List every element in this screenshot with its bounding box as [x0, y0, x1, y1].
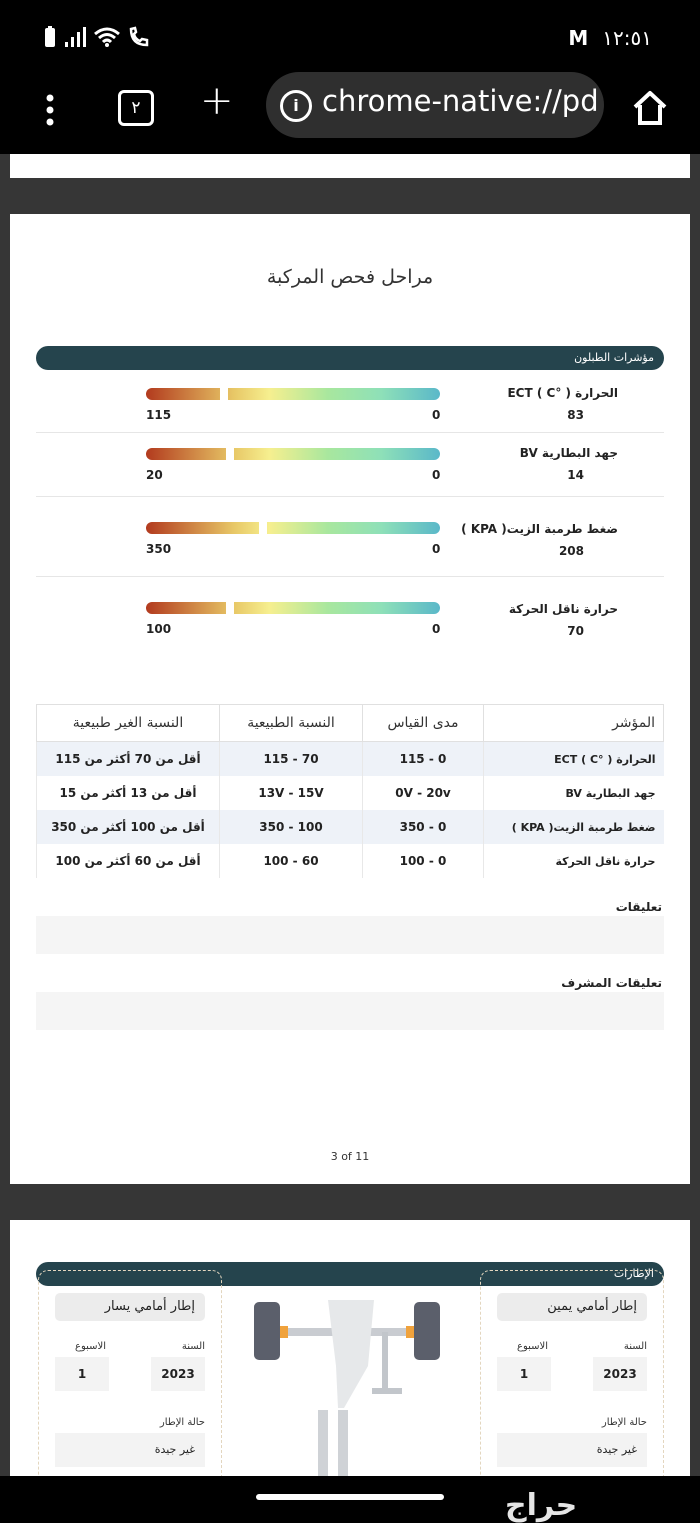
section-header-gauges — [36, 346, 664, 370]
tire-card-front-left — [38, 1270, 222, 1476]
year-value: 2023 — [151, 1357, 205, 1391]
battery-icon — [44, 26, 56, 48]
gauge-max: 100 — [146, 622, 172, 636]
previous-page-bottom — [10, 154, 690, 178]
year-label: السنة — [623, 1341, 647, 1352]
comments-box — [36, 916, 664, 954]
table-header: المؤشر — [484, 705, 664, 742]
week-value: 1 — [55, 1357, 109, 1391]
gauge-marker — [226, 448, 234, 460]
table-cell: 0 - 350 — [363, 810, 484, 844]
gauge-bar — [146, 522, 440, 534]
week-label: الاسبوع — [75, 1341, 107, 1352]
table-cell: أقل من 100 أكثر من 350 — [37, 810, 220, 844]
navigation-bar — [0, 1476, 700, 1518]
table-cell: 0 - 115 — [363, 742, 484, 777]
table-header-row — [37, 705, 664, 742]
car-axle-diagram — [246, 1290, 466, 1476]
condition-label: حالة الإطار — [601, 1417, 647, 1428]
table-cell: الحرارة ( °C ) ECT — [484, 742, 664, 777]
table-cell: 100 - 350 — [220, 810, 363, 844]
gauge-label: الحرارة ( °C ) ECT — [507, 386, 618, 400]
browser-toolbar — [0, 72, 700, 154]
gauge-ect — [36, 380, 664, 433]
gauge-bar — [146, 602, 440, 614]
table-cell: أقل من 70 أكثر من 115 — [37, 742, 220, 777]
gauge-bar — [146, 388, 440, 400]
gauge-min: 0 — [432, 408, 441, 422]
gauge-min: 0 — [432, 542, 441, 556]
table-header: مدى القياس — [363, 705, 484, 742]
comments-label: تعليقات — [615, 900, 662, 914]
table-cell: 13V - 15V — [220, 776, 363, 810]
gauge-min: 0 — [432, 622, 441, 636]
home-icon[interactable] — [630, 88, 670, 128]
gauge-label: حرارة ناقل الحركة — [508, 602, 618, 616]
reference-table — [36, 704, 664, 878]
table-cell: 70 - 115 — [220, 742, 363, 777]
status-bar — [0, 0, 700, 72]
status-right — [568, 26, 652, 50]
table-row — [37, 810, 664, 844]
gauge-marker — [259, 522, 267, 534]
section-header-label: مؤشرات الطبلون — [574, 351, 654, 364]
page-title: مراحل فحص المركبة — [266, 266, 434, 288]
table-cell: 0V - 20v — [363, 776, 484, 810]
week-label: الاسبوع — [517, 1341, 549, 1352]
gauge-marker — [220, 388, 228, 400]
gauge-bar — [146, 448, 440, 460]
url-text[interactable]: chrome-native://pd — [322, 84, 599, 118]
condition-value: غير جيدة — [55, 1433, 205, 1467]
gauge-battery — [36, 440, 664, 497]
gauge-value: 70 — [567, 624, 584, 638]
signal-icon — [64, 27, 86, 47]
table-cell: أقل من 13 أكثر من 15 — [37, 776, 220, 810]
wifi-icon — [94, 27, 120, 47]
table-cell: أقل من 60 أكثر من 100 — [37, 844, 220, 878]
table-cell: جهد البطارية BV — [484, 776, 664, 810]
supervisor-comments-label: تعليقات المشرف — [561, 976, 662, 990]
table-cell: ضغط طرمبة الزيت( KPA ) — [484, 810, 664, 844]
table-header: النسبة الطبيعية — [220, 705, 363, 742]
table-cell: 0 - 100 — [363, 844, 484, 878]
pdf-viewer[interactable] — [0, 154, 700, 1476]
tire-card-front-right — [480, 1270, 664, 1476]
page-number: 3 of 11 — [330, 1150, 370, 1163]
gauge-max: 115 — [146, 408, 172, 422]
address-bar[interactable] — [266, 72, 604, 138]
info-icon[interactable]: i — [280, 90, 312, 122]
gauge-value: 14 — [567, 468, 584, 482]
new-tab-button[interactable]: + — [200, 78, 234, 124]
gauge-min: 0 — [432, 468, 441, 482]
table-header: النسبة الغير طبيعية — [37, 705, 220, 742]
menu-icon[interactable] — [38, 90, 62, 130]
section-header-label: الإطارات — [613, 1267, 654, 1280]
supervisor-comments-box — [36, 992, 664, 1030]
gauge-marker — [226, 602, 234, 614]
wifi-call-icon — [128, 26, 150, 48]
year-label: السنة — [181, 1341, 205, 1352]
tire-card-title: إطار أمامي يسار — [55, 1293, 205, 1321]
pdf-page-4 — [10, 1220, 690, 1476]
condition-label: حالة الإطار — [159, 1417, 205, 1428]
condition-value: غير جيدة — [497, 1433, 647, 1467]
gauge-max: 350 — [146, 542, 172, 556]
gauge-label: ضغط طرمبة الزيت( KPA ) — [461, 522, 618, 536]
table-cell: حرارة ناقل الحركة — [484, 844, 664, 878]
year-value: 2023 — [593, 1357, 647, 1391]
status-icons — [44, 26, 150, 48]
table-row — [37, 844, 664, 878]
gauge-oil-pressure — [36, 512, 664, 577]
table-cell: 60 - 100 — [220, 844, 363, 878]
gauge-label: جهد البطارية BV — [519, 446, 618, 460]
gauge-max: 20 — [146, 468, 163, 482]
gauge-transmission — [36, 592, 664, 654]
pdf-page-3 — [10, 214, 690, 1184]
gauge-value: 83 — [567, 408, 584, 422]
watermark-logo: حراج — [505, 1488, 578, 1523]
week-value: 1 — [497, 1357, 551, 1391]
tab-switcher-button[interactable]: ٢ — [118, 90, 154, 126]
table-row — [37, 742, 664, 777]
table-row — [37, 776, 664, 810]
gauge-value: 208 — [558, 544, 584, 558]
gmail-icon: M — [568, 26, 589, 50]
clock: ١٢:٥١ — [602, 26, 652, 50]
home-gesture-pill[interactable] — [256, 1494, 444, 1500]
tire-card-title: إطار أمامي يمين — [497, 1293, 647, 1321]
